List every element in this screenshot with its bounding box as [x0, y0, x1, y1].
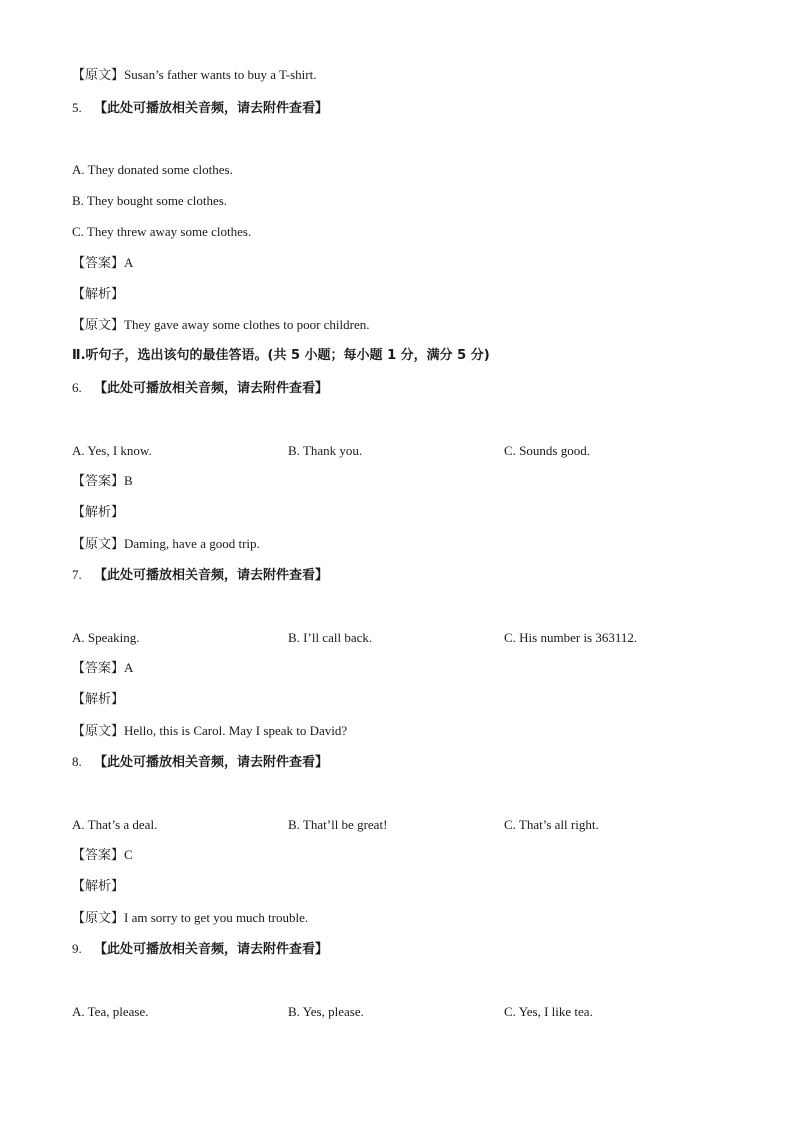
question-number: 6. [72, 380, 82, 395]
answer-label: 【答案】 [72, 848, 125, 863]
question-6-option-b: B. Thank you. [288, 443, 363, 458]
question-6-header [72, 379, 328, 398]
analysis-line [72, 690, 124, 709]
original-label: 【原文】 [72, 318, 125, 333]
question-number: 7. [72, 567, 82, 582]
question-8-header [72, 753, 328, 772]
question-7-option-c: C. His number is 363112. [504, 630, 638, 645]
question-number: 5. [72, 100, 82, 115]
audio-link[interactable]: 【此处可播放相关音频，请去附件查看】 [94, 381, 329, 396]
audio-link[interactable]: 【此处可播放相关音频，请去附件查看】 [94, 101, 329, 116]
answer-value: A [124, 255, 134, 270]
analysis-label: 【解析】 [72, 692, 125, 707]
question-7-option-b: B. I’ll call back. [288, 630, 373, 645]
original-text: Hello, this is Carol. May I speak to David? [124, 723, 348, 738]
audio-link[interactable]: 【此处可播放相关音频，请去附件查看】 [94, 755, 329, 770]
question-8-option-c: C. That’s all right. [504, 817, 599, 832]
analysis-line [72, 503, 124, 522]
answer-label: 【答案】 [72, 661, 125, 676]
audio-link[interactable]: 【此处可播放相关音频，请去附件查看】 [94, 568, 329, 583]
question-7-option-a: A. Speaking. [72, 630, 140, 645]
question-9-option-b: B. Yes, please. [288, 1004, 364, 1019]
analysis-label: 【解析】 [72, 505, 125, 520]
answer-label: 【答案】 [72, 256, 125, 271]
question-5-option-a: A. They donated some clothes. [72, 162, 233, 177]
question-9-header [72, 940, 328, 959]
question-8-option-b: B. That’ll be great! [288, 817, 388, 832]
question-number: 8. [72, 754, 82, 769]
original-text: I am sorry to get you much trouble. [124, 910, 309, 925]
analysis-line [72, 285, 124, 304]
original-text-line [72, 66, 316, 85]
question-6-option-a: A. Yes, I know. [72, 443, 152, 458]
answer-line [72, 254, 133, 273]
answer-value: C [124, 847, 133, 862]
original-text: They gave away some clothes to poor children. [124, 317, 370, 332]
question-5-header [72, 99, 328, 118]
question-6-option-c: C. Sounds good. [504, 443, 590, 458]
answer-line [72, 846, 133, 865]
answer-value: B [124, 473, 133, 488]
answer-line [72, 472, 133, 491]
original-text: Susan’s father wants to buy a T-shirt. [124, 67, 317, 82]
original-text-line [72, 535, 260, 554]
answer-line [72, 659, 133, 678]
question-9-option-a: A. Tea, please. [72, 1004, 149, 1019]
original-text-line [72, 316, 370, 335]
original-text-line [72, 909, 308, 928]
question-5-option-b: B. They bought some clothes. [72, 193, 228, 208]
question-8-option-a: A. That’s a deal. [72, 817, 158, 832]
question-7-header [72, 566, 328, 585]
analysis-line [72, 877, 124, 896]
answer-value: A [124, 660, 134, 675]
original-text: Daming, have a good trip. [124, 536, 260, 551]
question-number: 9. [72, 941, 82, 956]
question-5-option-c: C. They threw away some clothes. [72, 224, 252, 239]
analysis-label: 【解析】 [72, 879, 125, 894]
original-label: 【原文】 [72, 68, 125, 83]
analysis-label: 【解析】 [72, 287, 125, 302]
original-text-line [72, 722, 347, 741]
question-9-option-c: C. Yes, I like tea. [504, 1004, 593, 1019]
original-label: 【原文】 [72, 911, 125, 926]
original-label: 【原文】 [72, 537, 125, 552]
original-label: 【原文】 [72, 724, 125, 739]
section-title: Ⅱ.听句子，选出该句的最佳答语。(共 5 小题；每小题 1 分，满分 5 分) [72, 348, 490, 363]
answer-label: 【答案】 [72, 474, 125, 489]
audio-link[interactable]: 【此处可播放相关音频，请去附件查看】 [94, 942, 329, 957]
